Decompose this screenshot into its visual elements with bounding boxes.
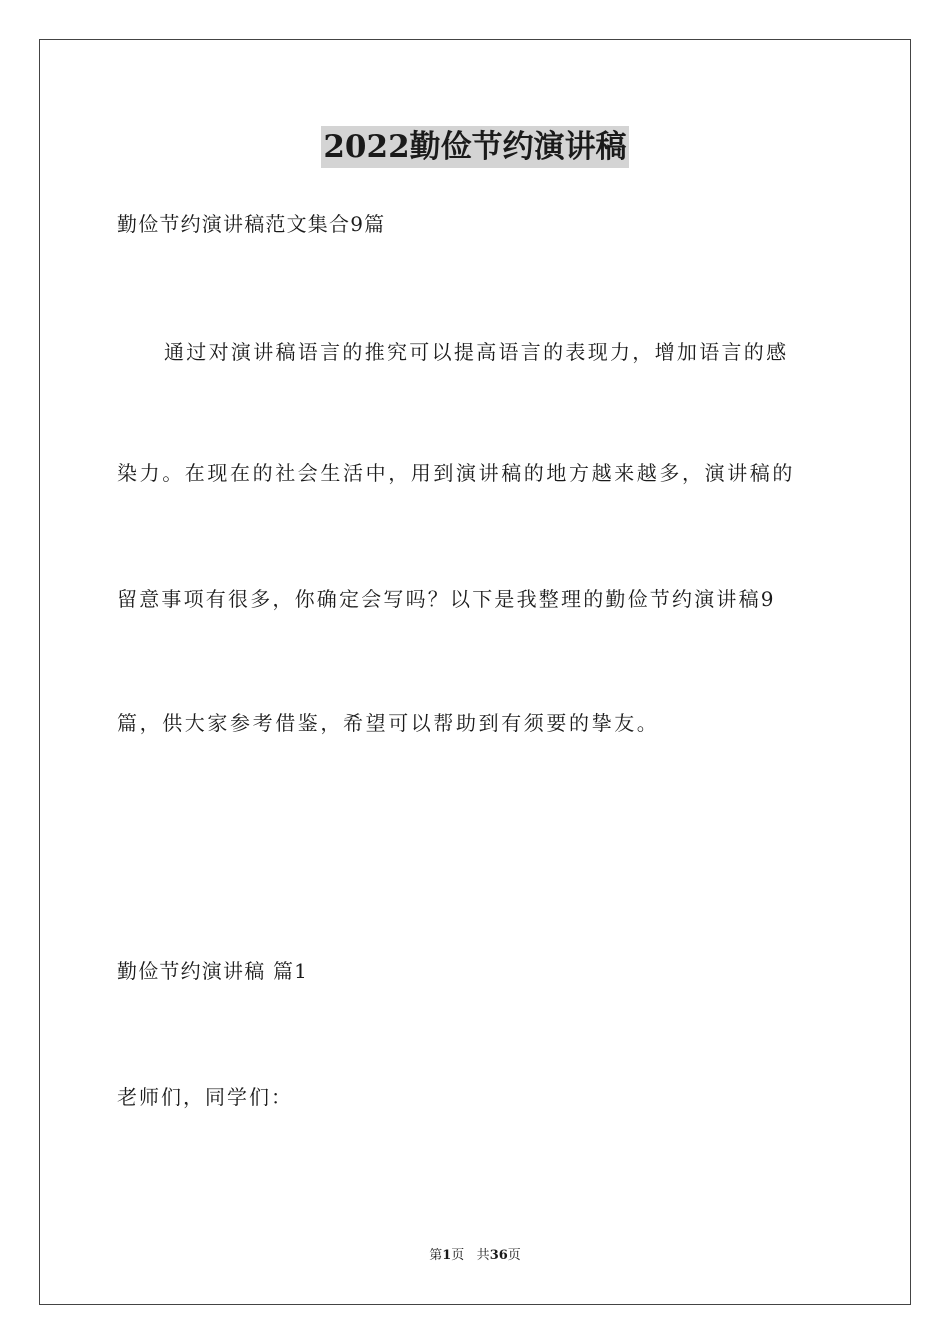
total-suffix: 页 [507, 1248, 521, 1263]
page-number: 1 [442, 1248, 452, 1263]
intro-line-3: 留意事项有很多，你确定会写吗？以下是我整理的勤俭节约演讲稿9 [117, 587, 776, 611]
document-subtitle: 勤俭节约演讲稿范文集合9篇 [117, 212, 386, 236]
title-container [0, 126, 950, 168]
page-prefix: 第 [429, 1248, 443, 1263]
total-prefix: 共 [476, 1248, 490, 1263]
greeting-line: 老师们，同学们： [117, 1085, 293, 1109]
intro-line-2: 染力。在现在的社会生活中，用到演讲稿的地方越来越多，演讲稿的 [117, 461, 795, 485]
total-pages: 36 [489, 1248, 508, 1263]
document-title: 2022勤俭节约演讲稿 [321, 126, 628, 168]
intro-line-4: 篇，供大家参考借鉴，希望可以帮助到有须要的挚友。 [117, 711, 660, 735]
intro-line-1: 通过对演讲稿语言的推究可以提高语言的表现力，增加语言的感 [164, 340, 789, 364]
page-footer [0, 1247, 950, 1265]
section-heading: 勤俭节约演讲稿 篇1 [117, 959, 309, 983]
page-suffix: 页 [451, 1248, 465, 1263]
